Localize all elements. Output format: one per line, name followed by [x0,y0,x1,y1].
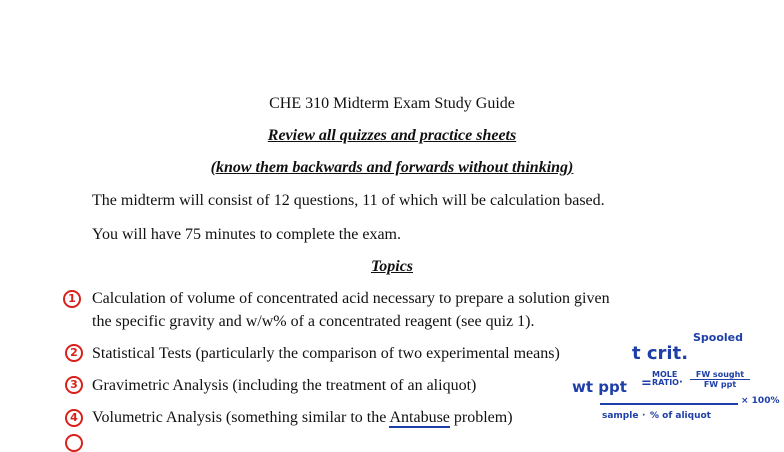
topic-4-line [92,408,513,427]
annotation-spooled: Spooled [693,331,744,344]
subtitle-know: (know them backwards and forwards without thinking) [210,159,574,176]
topic-4-number-icon: 4 [65,409,83,427]
annotation-fw-ppt: FW ppt [703,380,737,389]
annotation-fw-fraction [690,370,750,389]
annotation-sample: sample [602,411,639,421]
topic-2-number-icon: 2 [65,344,83,362]
annotation-mole-ratio: MOLE RATIO [652,370,679,387]
topic-1-line2: the specific gravity and w/w% of a concentrated reagent (see quiz 1). [92,313,535,330]
topic-4-antabuse: Antabuse [389,409,450,426]
topic-4-text-post: problem) [449,409,513,426]
annotation-wt-ppt: wt ppt [572,378,627,396]
annotation-fraction-bar [600,403,738,405]
topic-5-number-icon [65,434,83,452]
annotation-aliquot: % of aliquot [650,411,711,421]
topics-heading: Topics [370,258,414,275]
paragraph-questions: The midterm will consist of 12 questions, 11 of which will be calculation based. [92,192,605,209]
topic-4-text-pre: Volumetric Analysis (something similar to the [92,409,390,426]
study-guide-page: CHE 310 Midterm Exam Study Guide Review all quizzes and practice sheets (know them backwards and forwards without thinking) The midterm will consist of 12 questions, 11 of which will be calculation based. You will have 75 minutes to complete the exam. Topics 1 Calculation of volume of concentrated acid necessary to prepare a solution given the specific gravity and w/w% of a concentrated reagent (see quiz 1). 2 Statistical Tests (particularly the comparison of two experimental means) 3 Gravimetric Analysis (including the treatment of an aliquot) 4 Volumetric Analysis (something similar to the Antabuse problem) Spooled t crit. wt ppt = MOLE RATIO · FW sought FW ppt × 100% sample · % of aliquot [0,0,784,441]
topic-2-line: Statistical Tests (particularly the comparison of two experimental means) [92,345,560,362]
annotation-fw-sought: FW sought [690,370,750,380]
paragraph-time: You will have 75 minutes to complete the exam. [92,226,401,243]
topic-1-line1: Calculation of volume of concentrated acid necessary to prepare a solution given [92,290,610,307]
annotation-times-100: × 100% [741,396,780,406]
topic-3-number-icon: 3 [65,376,83,394]
topic-1-number-icon: 1 [63,290,81,308]
topic-3-line: Gravimetric Analysis (including the treatment of an aliquot) [92,377,477,394]
annotation-t-crit: t crit. [632,343,689,364]
subtitle-review: Review all quizzes and practice sheets [267,127,517,144]
page-title: CHE 310 Midterm Exam Study Guide [269,95,515,112]
